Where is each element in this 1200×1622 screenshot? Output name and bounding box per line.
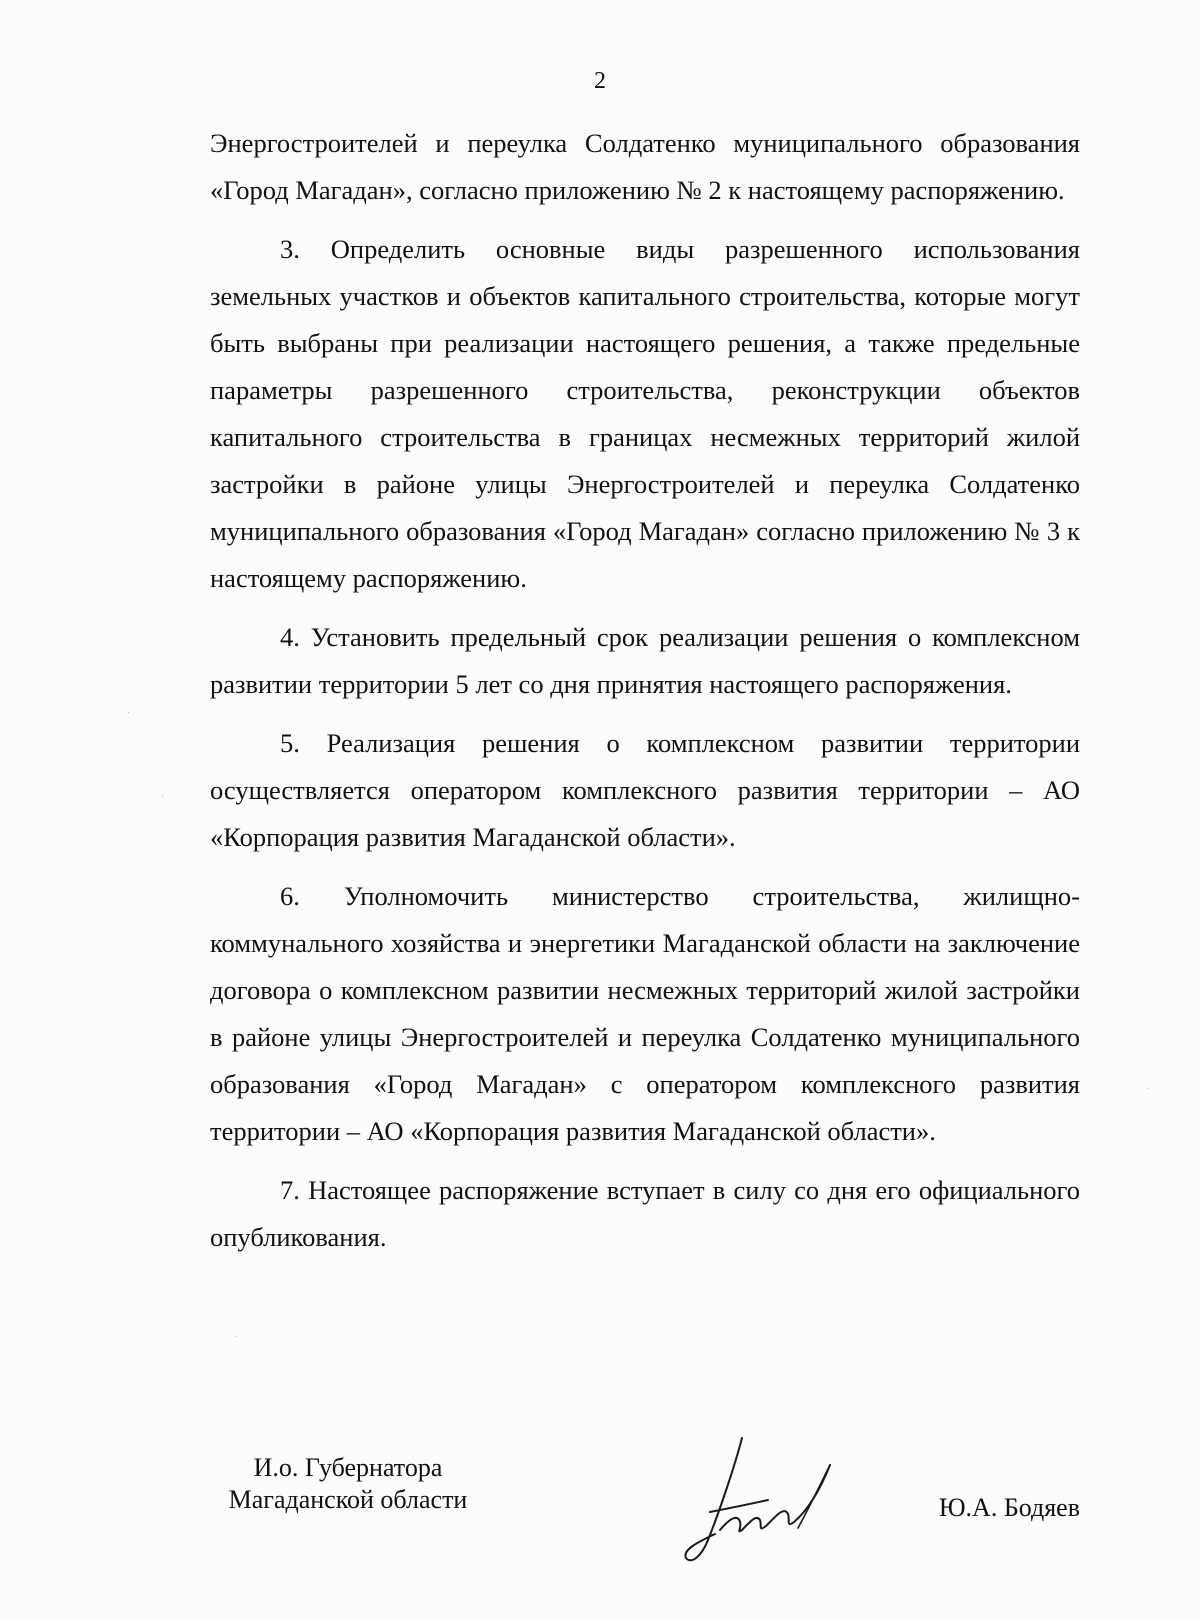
paragraph-6: 6. Уполномочить министерство строительства, жилищно-коммунального хозяйства и энергетики Магаданской области на заключение договора о комплексном развитии несмежных территорий жилой застройки в районе улицы Энергостроителей и переулка Солдатенко муниципального образования «Город Магадан» с оператором комплексного развития территории – АО «Корпорация развития Магаданской области». [210,881,1080,1146]
signer-title [208,1452,488,1516]
paragraph-3: 3. Определить основные виды разрешенного использования земельных участков и объектов капитального строительства, которые могут быть выбраны при реализации настоящего решения, а также предельные параметры разрешенного строительства, реконструкции объектов капитального строительства в границах несмежных территорий жилой застройки в районе улицы Энергостроителей и переулка Солдатенко муниципального образования «Город Магадан» согласно приложению № 3 к настоящему распоряжению. [210,234,1080,593]
signer-title-line-2: Магаданской области [228,1485,468,1514]
page-number: 2 [594,68,606,94]
scan-speck [162,796,163,797]
handwritten-signature [680,1430,850,1570]
scan-speck [236,1336,237,1337]
signer-name: Ю.А. Бодяев [938,1493,1080,1522]
paragraph-7: 7. Настоящее распоряжение вступает в силу со дня его официального опубликования. [210,1175,1080,1252]
signature-block [0,1452,1200,1592]
paragraph-continuation: Энергостроителей и переулка Солдатенко муниципального образования «Город Магадан», согласно приложению № 2 к настоящему распоряжению. [210,128,1080,205]
signer-title-line-1: И.о. Губернатора [253,1453,443,1482]
document-body [210,120,1080,1261]
paragraph-4: 4. Установить предельный срок реализации решения о комплексном развитии территории 5 лет со дня принятия настоящего распоряжения. [210,622,1080,699]
paragraph-5: 5. Реализация решения о комплексном развитии территории осуществляется оператором комплексного развития территории – АО «Корпорация развития Магаданской области». [210,728,1080,852]
scan-speck [128,712,129,713]
scan-speck [1148,1088,1149,1089]
